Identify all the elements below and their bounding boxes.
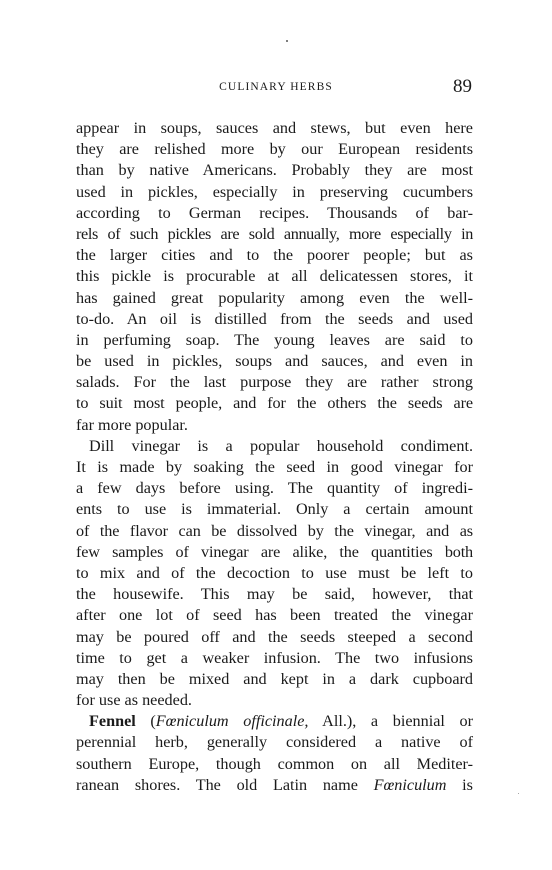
text-run: ranean shores. bbox=[76, 775, 181, 794]
paper-speck bbox=[286, 40, 288, 42]
text-line: southern Europe, though common on all Mediter- bbox=[76, 754, 473, 773]
text-run: All.), a biennial or bbox=[308, 712, 473, 731]
text-line: to mix and of the decoction to use must be left to bbox=[76, 563, 473, 582]
text-line: It is made by soaking the seed in good vinegar for bbox=[76, 458, 473, 476]
text-line: after one lot of seed has been treated the vinegar bbox=[76, 606, 473, 625]
text-line: to-do. An oil is distilled from the seeds and used bbox=[76, 309, 473, 328]
text-line: ents to use is immaterial. Only a certain amount bbox=[76, 500, 473, 519]
text-line: than by native Americans. Probably they are most bbox=[76, 161, 473, 180]
text-run: is bbox=[446, 775, 473, 794]
text-line bbox=[76, 711, 473, 732]
text-line: salads. For the last purpose they are rather strong bbox=[76, 373, 473, 392]
text-line: be used in pickles, soups and sauces, and even in bbox=[76, 352, 473, 371]
text-line: according to German recipes. Thousands of bar- bbox=[76, 203, 473, 222]
text-line: may be poured off and the seeds steeped a second bbox=[76, 627, 473, 646]
text-line: rels of such pickles are sold annually, more especially in bbox=[76, 224, 473, 243]
text-line: the larger cities and to the poorer people; but as bbox=[76, 246, 473, 265]
page-number: 89 bbox=[453, 76, 472, 97]
text-line: perennial herb, generally considered a native of bbox=[76, 733, 473, 752]
running-head bbox=[0, 76, 552, 98]
text-line: far more popular. bbox=[76, 415, 188, 434]
text-line: they are relished more by our European residents bbox=[76, 140, 473, 159]
paper-speck bbox=[518, 793, 519, 794]
running-title: CULINARY HERBS bbox=[219, 81, 333, 93]
text-line: appear in soups, sauces and stews, but even here bbox=[76, 119, 473, 137]
text-line: for use as needed. bbox=[76, 691, 192, 710]
text-line: in perfuming soap. The young leaves are said to bbox=[76, 330, 473, 349]
body-text bbox=[76, 118, 473, 796]
text-line: this pickle is procurable at all delicatessen stores, it bbox=[76, 267, 473, 286]
text-line: has gained great popularity among even the well- bbox=[76, 288, 473, 307]
text-line: to suit most people, and for the others the seeds are bbox=[76, 394, 473, 413]
text-line: the housewife. This may be said, however, that bbox=[76, 585, 473, 604]
latin-name: Fœniculum officinale, bbox=[155, 712, 309, 731]
text-line: of the flavor can be dissolved by the vinegar, and as bbox=[76, 521, 473, 540]
latin-name: Fœniculum bbox=[373, 775, 447, 794]
text-line: a few days before using. The quantity of ingredi- bbox=[76, 479, 473, 498]
text-line: time to get a weaker infusion. The two infusions bbox=[76, 648, 473, 667]
text-line: Dill vinegar is a popular household condiment. bbox=[89, 436, 473, 455]
entry-term: Fennel bbox=[89, 712, 136, 731]
text-line: may then be mixed and kept in a dark cupboard bbox=[76, 669, 473, 688]
text-line bbox=[76, 775, 473, 796]
paren-open: ( bbox=[150, 712, 156, 731]
text-line: used in pickles, especially in preserving cucumbers bbox=[76, 182, 473, 201]
text-run: The old Latin name bbox=[195, 775, 374, 794]
text-line: few samples of vinegar are alike, the quantities both bbox=[76, 542, 473, 561]
